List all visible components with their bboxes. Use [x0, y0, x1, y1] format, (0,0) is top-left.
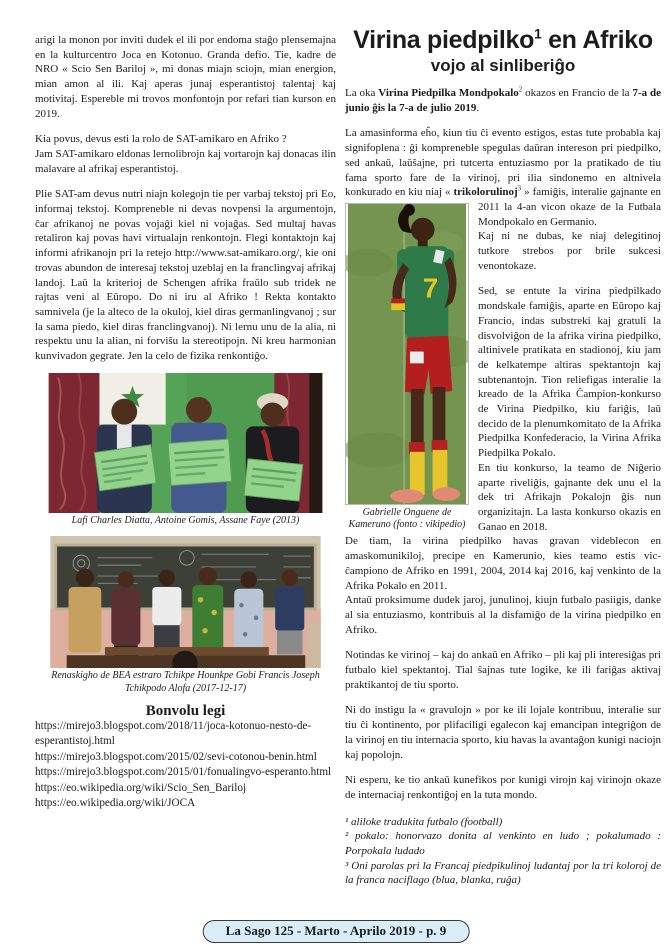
curtain-left — [49, 373, 100, 513]
jersey-number: 7 — [422, 272, 439, 304]
article-subtitle: vojo al sinliberiĝo — [430, 56, 576, 75]
left-question: Kia povus, devus esti la rolo de SAT-amikaro en Afriko ? — [35, 133, 287, 146]
footnote-1: ¹ aliloke tradukita futbalo (football) — [345, 815, 503, 828]
photo-classroom — [35, 536, 336, 695]
link-sevi-cotonou[interactable]: https://mirejo3.blogspot.com/2015/02/sevi-cotonou-benin.html — [35, 750, 317, 763]
title-text: Virina piedpilko — [353, 26, 535, 54]
links-list — [35, 719, 336, 812]
title-footnote-marker: 1 — [534, 26, 542, 42]
footnotes — [345, 815, 661, 889]
link-scio-sen-bariloj[interactable]: https://eo.wikipedia.org/wiki/Scio_Sen_Bariloj — [35, 781, 247, 794]
footnote-marker-3: 3 — [517, 185, 522, 193]
links-heading: Bonvolu legi — [145, 703, 226, 720]
bold-trikolorulinoj: trikolorulinoj — [453, 186, 518, 199]
link-joca-wiki[interactable]: https://eo.wikipedia.org/wiki/JOCA — [35, 797, 196, 810]
article-paragraph-9: Ni esperu, ke tio ankaŭ kunefikos por kunigi virojn kaj virinojn okaze de internaciaj renkontiĝoj en la tuta mondo. — [345, 774, 661, 801]
title-text-end: en Afriko — [541, 26, 653, 54]
photo-classroom-caption: Renaskigho de BEA estraro Tchikpe Hounkpe Gobi Francis Joseph Tchikpodo Alofa (2017-12-17) — [51, 670, 320, 694]
footnote-2: ² pokalo: honorvazo donita al venkinto en ludo ; pokalumado : Porpokala ludado — [345, 830, 661, 858]
left-paragraph-2: Plie SAT-am devus nutri niajn kolegojn tie per varbaj tekstoj pri Eo, informaj tekstoj. Kompreneble ni devas novpensi la argumentojn, ĉar afrikanoj ne povas vojaĝi kiel ni vojaĝas. Sed multaj havas retaliron kaj povas havi virtualajn renkontojn. Flegi kontaktojn kaj informi afrikanojn pri la retejo http://www.sat-amikaro.org/, kie oni trovas abundon de interesaj tekstoj uzeblaj en la franclingvaj afrikaj landoj. Laŭ la kriterioj de Schengen afrika fraŭlo sub tridek ne rajtas veni al Eŭropo. Do ni iru al Afriko ! Rekta kontakto samnivela (je la alteco de la okuloj, kiel diras germanlingvanoj ; sur la sama piedo, kiel diras franclingvanoj). Ni lernu unu de la alia, ni respektu unu la alian, ni forviŝu la stereotipojn. Ni kreu harmonian kunvivadon gegrate. Jen la celo de fizika renkontiĝo. — [35, 188, 336, 363]
certificates-photo-graphic — [35, 373, 336, 513]
article-paragraph-7: Notindas ke virinoj – kaj do ankaŭ en Afriko – pli kaj pli interesiĝas pri futbalo kiel spektantoj. Tial ŝajnas tute logike, ke ili fariĝas aktivaj praktikantoj de tiu sporto. — [345, 649, 661, 691]
article-intro: La oka Virina Piedpilka Mondpokalo$^2$ okazos en Francio de la 7-a de junio ĝis la 7-a de julio 2019. — [345, 86, 661, 114]
article-paragraph-1: La amasinforma eĥo, kiun tiu ĉi evento estigos, estas tute probabla kaj signifoplena : ĝi kompreneble spegulas daŭran intereson pri piedpilko, sed ankaŭ, laŭŝajne, pri tutcerta entuziasmo por la pratikado de tiu fama sporto fare de la virinoj, pri ilia sindonemo en altnivela konkurado en kiu niaj « trikolorulinoj$^3$ » famiĝis, interalie gajnante en 2011 la 4-an 7 Gabrielle Onguene de Kameruno (fonto : vikipedio) vicon okaze de la Futbala Mondpokalo en Germanio. — [345, 126, 661, 229]
photo-certificates-caption: Lafi Charles Diatta, Antoine Gomis, Assane Faye (2013) — [71, 514, 300, 526]
link-joca-kotonuo[interactable]: https://mirejo3.blogspot.com/2018/11/joca-kotonuo-nesto-de-esperantistoj.html — [35, 719, 312, 748]
photo-certificates — [35, 373, 336, 528]
article-column — [345, 26, 661, 888]
article-paragraph-6: Antaŭ proksimume dudek jaroj, junulinoj, kiujn futbalo pasiigis, danke al sia entuziasmo, kontribuis al la disfamiĝo de la virina piedpilko en Afriko. — [345, 594, 661, 636]
article-paragraph-2: Kaj ni ne dubas, ke niaj delegitinoj tutkore strebos por brile sukcesi venontokaze. — [478, 230, 661, 272]
article-paragraph-4: En tiu konkurso, la teamo de Niĝerio aparte riveliĝis, gajnante dek unu el la dek tri Afrikajn Pokalojn ĝis nun organizitajn. La lasta konkurso okazis en Ganao en 2018. — [478, 461, 661, 533]
bold-event-name: Virina Piedpilka Mondpokalo — [378, 87, 519, 99]
page-footer-badge: La Sago 125 - Marto - Aprilo 2019 - p. 9 — [203, 920, 470, 943]
link-fonualingvo[interactable]: https://mirejo3.blogspot.com/2015/01/fonualingvo-esperanto.html — [35, 766, 332, 779]
classroom-photo-graphic — [35, 536, 336, 668]
left-paragraph-1: arigi la monon por inviti dudek el ili por endoma staĝo plensemajna en la kulturcentro Joca en Kotonuo. Granda defio. Tie, kadre de NRO « Scio Sen Bariloj », mi donas miajn sciojn, mian energion, mian amon al ili. Kaj aperas junaj esperantistoj talentaj kaj motivitaj. Espereble mi trovos monfontojn por refari tian kurson en 2019. — [35, 34, 336, 120]
footnote-3: ³ Oni parolas pri la Francaj piedpikulinoj ludantaj por la tri koloroj de la franca naciflago (blua, blanka, ruĝa) — [345, 859, 661, 887]
bold-event-dates: 7-a de junio ĝis la 7-a de julio 2019 — [345, 87, 661, 114]
article-paragraph-8: Ni do instigu la « gravulojn » por ke ili lojale kontribuu, interalie sur tiu ĉi kontinento, por plifaciligi egalecon kaj emancipan integriĝon de la virinoj en tiu internacia sporto, kiu havas la avantaĝon kunigi naciojn kaj popolojn. — [345, 704, 661, 761]
article-paragraph-3: Sed, se entute la virina piedpilkado mondskale famiĝis, aparte en Eŭropo kaj Francio, indas substreki kaj gratuli la disvolviĝon de la afrika virina piedpilko, altinivele pratikata en stadionoj, kiu jam de kelkatempe altiras spektantojn kaj subtenantojn. Tion reliefigas interalie la kreado de la Afrika Ĉampion-konkurso de Virina Piedpilko, kiu fariĝis, laŭ decido de la plenumkomitato de la Afrika Piedpilka Konfederacio, la Virina Afrika Piedpilka Pokalo. — [478, 285, 661, 460]
footnote-marker-2: 2 — [518, 86, 523, 94]
article-paragraph-5: De tiam, la virina piedpilko havas gravan videblecon en amaskomunikiloj, precipe en Kamerunio, kies teamo estis vic-ĉampiono de Afriko en 1991, 2004, 2014 kaj 2016, kaj venkinto de la Afrika Pokalo en 2011. — [345, 535, 661, 592]
photo-footballer — [345, 203, 469, 532]
photo-footballer-caption: Gabrielle Onguene de Kameruno (fonto : vikipedio) — [348, 506, 466, 531]
footballer-photo-graphic — [345, 203, 469, 505]
article-title — [345, 26, 661, 54]
left-column — [35, 33, 336, 812]
left-answer: Jam SAT-amikaro eldonas lernolibrojn kaj vortarojn kaj donacas ilin malavare al afrikaj esperantistoj. — [35, 147, 336, 175]
